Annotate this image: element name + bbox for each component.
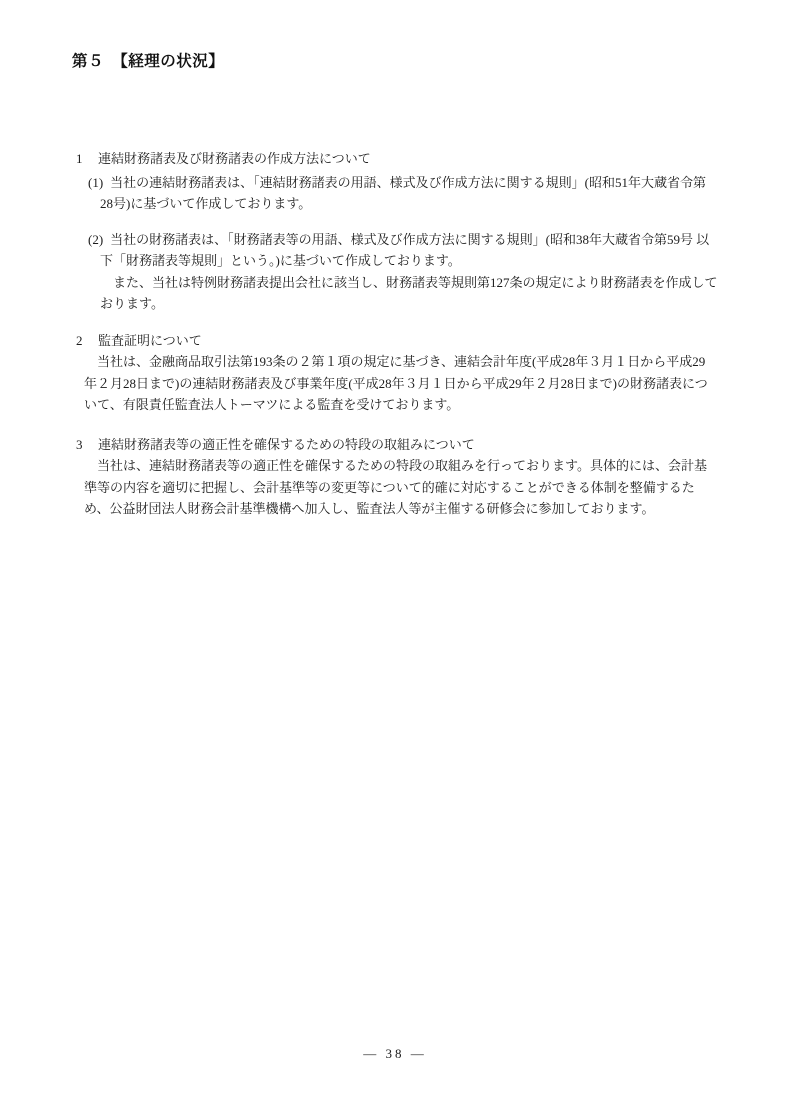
section-heading-text: 連結財務諸表及び財務諸表の作成方法について [98, 151, 371, 166]
section-appropriateness-initiatives [76, 434, 718, 520]
page-title: 第５ 【経理の状況】 [72, 53, 225, 70]
section-heading-text: 監査証明について [98, 332, 202, 348]
section-number: 3 [76, 436, 83, 452]
section-preparation-method [76, 148, 718, 315]
clause-item [76, 229, 718, 272]
section-number: 1 [76, 151, 83, 166]
clause-marker: (2) [88, 231, 104, 247]
clause-additional-paragraph: また、当社は特例財務諸表提出会社に該当し、財務諸表等規則第127条の規定により財務諸表を作成しております。 [100, 274, 718, 311]
section-heading [76, 330, 718, 352]
clause-item [76, 172, 718, 215]
section-paragraph: 当社は、連結財務諸表等の適正性を確保するための特段の取組みを行っております。具体的には、会計基準等の内容を適切に把握し、会計基準等の変更等について的確に対応することができる体制を整備するため、公益財団法人財務会計基準機構へ加入し、監査法人等が主催する研修会に参加しております。 [84, 458, 707, 516]
section-heading [76, 434, 718, 456]
section-paragraph: 当社は、金融商品取引法第193条の２第１項の規定に基づき、連結会計年度(平成28年３月１日から平成29年２月28日まで)の連結財務諸表及び事業年度(平成28年３月１日から平成29年２月28日まで)の財務諸表について、有限責任監査法人トーマツによる監査を受けております。 [84, 354, 708, 412]
section-heading-text: 連結財務諸表等の適正性を確保するための特段の取組みについて [98, 436, 475, 452]
clause-text: 当社の連結財務諸表は、「連結財務諸表の用語、様式及び作成方法に関する規則」(昭和51年大蔵省令第28号)に基づいて作成しております。 [100, 174, 707, 211]
section-number: 2 [76, 332, 83, 348]
page-number: ― 38 ― [363, 1046, 427, 1061]
document-content [76, 148, 718, 520]
section-audit-certification [76, 330, 718, 416]
section-heading [76, 148, 718, 170]
clause-text: 当社の財務諸表は、「財務諸表等の用語、様式及び作成方法に関する規則」(昭和38年大蔵省令第59号 以下「財務諸表等規則」という。)に基づいて作成しております。 [100, 231, 710, 268]
clause-marker: (1) [88, 174, 104, 190]
